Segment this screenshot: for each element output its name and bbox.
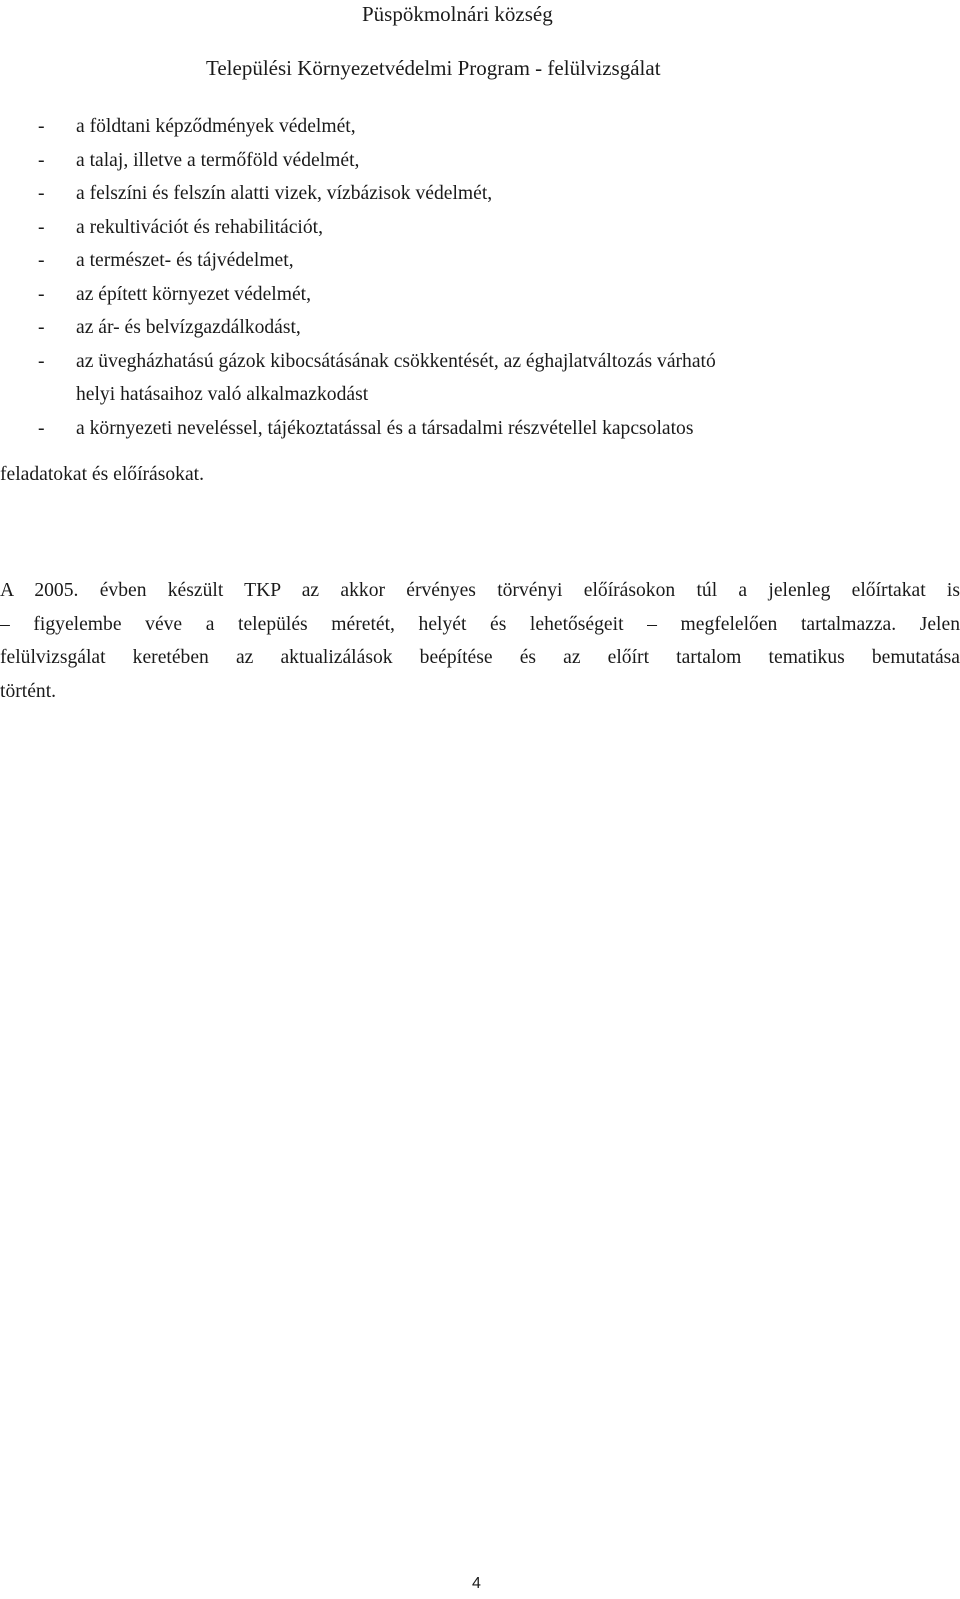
list-item-text: a természet- és tájvédelmet, xyxy=(76,250,294,271)
list-item-text: az épített környezet védelmét, xyxy=(76,283,312,305)
list-item-continuation xyxy=(38,378,938,412)
list-item-text: az ár- és belvízgazdálkodást, xyxy=(76,317,301,338)
list-item xyxy=(38,211,938,245)
paragraph-line: – figyelembe véve a település méretét, helyét és lehetőségeit – megfelelően tartalmazza. Jelen xyxy=(0,613,960,635)
header-title: Püspökmolnári község xyxy=(362,2,553,26)
body-paragraph xyxy=(0,574,960,708)
list-item-text: a földtani képződmények védelmét, xyxy=(76,116,356,137)
list-dash: - xyxy=(38,216,45,238)
list-item-text: a környezeti neveléssel, tájékoztatással és a társadalmi részvétellel kapcsolatos xyxy=(76,417,694,439)
list-item xyxy=(38,345,938,379)
list-item-text: a rekultivációt és rehabilitációt, xyxy=(76,216,323,238)
list-dash: - xyxy=(38,149,45,171)
list-item xyxy=(38,177,938,211)
list-item-text: az üvegházhatású gázok kibocsátásának csökkentését, az éghajlatváltozás várható xyxy=(76,350,716,372)
list-dash: - xyxy=(38,250,45,271)
list-dash: - xyxy=(38,350,45,372)
list-dash: - xyxy=(38,283,45,305)
task-list xyxy=(38,110,938,445)
list-dash: - xyxy=(38,116,45,137)
list-item xyxy=(38,311,938,345)
header-subtitle: Települési Környezetvédelmi Program - felülvizsgálat xyxy=(206,56,661,80)
list-tail-text: feladatokat és előírásokat. xyxy=(0,464,205,485)
list-dash: - xyxy=(38,183,45,204)
paragraph-line: A 2005. évben készült TKP az akkor érvényes törvényi előírásokon túl a jelenleg előírtakat is xyxy=(0,580,960,601)
list-item xyxy=(38,278,938,312)
paragraph-line: felülvizsgálat keretében az aktualizálások beépítése és az előírt tartalom tematikus bemutatása xyxy=(0,647,960,668)
list-dash: - xyxy=(38,417,45,439)
list-item-text: helyi hatásaihoz való alkalmazkodást xyxy=(76,384,369,405)
list-item xyxy=(38,412,938,446)
list-dash: - xyxy=(38,317,45,338)
page-number: 4 xyxy=(472,1575,481,1592)
list-item xyxy=(38,144,938,178)
list-item xyxy=(38,244,938,278)
paragraph-line: történt. xyxy=(0,680,57,702)
list-item-text: a felszíni és felszín alatti vizek, vízbázisok védelmét, xyxy=(76,183,493,204)
list-item xyxy=(38,110,938,144)
list-item-text: a talaj, illetve a termőföld védelmét, xyxy=(76,149,360,171)
